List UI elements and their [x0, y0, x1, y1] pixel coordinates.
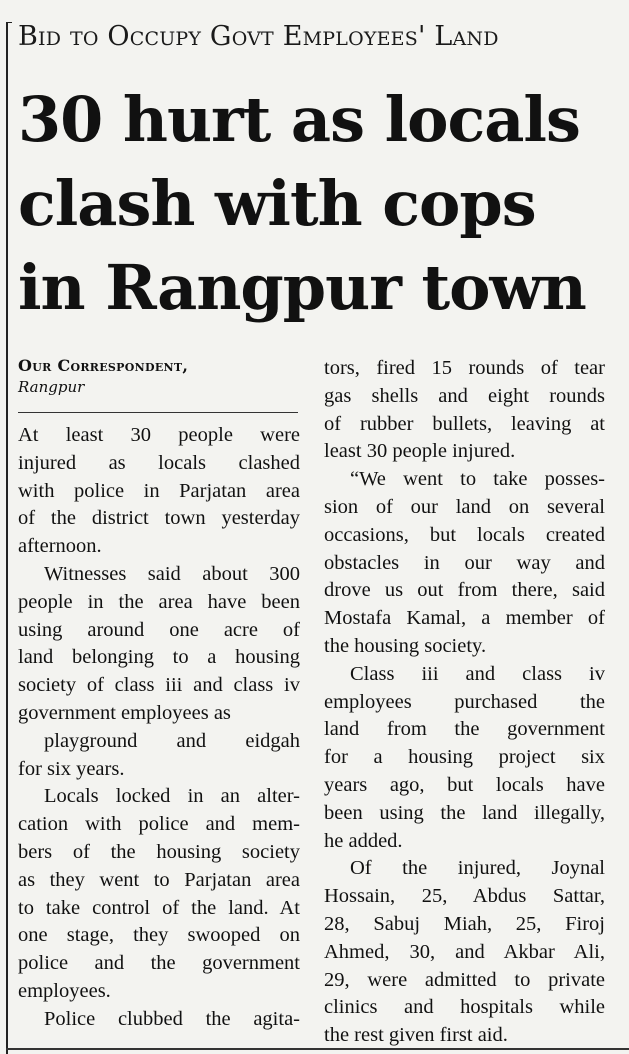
text-line: people in the area have been	[18, 590, 300, 613]
text-line: employees.	[18, 979, 111, 1002]
text-line: as they went to Parjatan area	[18, 868, 300, 891]
text-line: least 30 people injured.	[324, 440, 516, 463]
headline-line: 30 hurt as locals	[18, 83, 580, 156]
text-line: using around one acre of	[18, 618, 300, 641]
left-column	[18, 422, 300, 1034]
text-line: police and the government	[18, 952, 300, 975]
text-line: injured as locals clashed	[18, 451, 300, 474]
text-line: gas shells and eight rounds	[324, 384, 605, 407]
bottom-rule	[6, 1048, 629, 1050]
text-line: Mostafa Kamal, a member of	[324, 607, 605, 630]
left-column-rule	[6, 22, 8, 1054]
text-line: land belonging to a housing	[18, 646, 300, 669]
text-line: the housing society.	[324, 634, 487, 657]
text-line: years ago, but locals have	[324, 773, 605, 796]
text-line: sion of our land on several	[324, 495, 605, 518]
byline-name: Our Correspondent,	[18, 356, 189, 375]
headline-line: in Rangpur town	[18, 251, 586, 324]
text-line: for a housing project six	[324, 746, 605, 769]
headline-line: clash with cops	[18, 167, 536, 240]
byline	[18, 355, 298, 397]
text-line: the rest given first aid.	[324, 1024, 508, 1047]
text-line: cation with police and mem-	[18, 813, 300, 836]
text-line: with police in Parjatan area	[18, 479, 300, 502]
top-corner-rule	[6, 22, 12, 23]
text-line: afternoon.	[18, 535, 102, 558]
text-line: 28, Sabuj Miah, 25, Firoj	[324, 912, 605, 935]
text-line: occasions, but locals created	[324, 523, 605, 546]
headline	[18, 78, 623, 330]
text-line: of the district town yesterday	[18, 507, 300, 530]
text-line: Police clubbed the agita-	[44, 1007, 300, 1030]
text-line: been using the land illegally,	[324, 801, 605, 824]
text-line: Witnesses said about 300	[44, 562, 300, 585]
text-line: drove us out from there, said	[324, 579, 605, 602]
text-line: bers of the housing society	[18, 840, 300, 863]
text-line: government employees as	[18, 701, 231, 724]
text-line: obstacles in our way and	[324, 551, 605, 574]
kicker: Bid to Occupy Govt Employees' Land	[18, 21, 499, 52]
text-line: land from the government	[324, 718, 605, 741]
byline-divider	[18, 412, 298, 413]
right-column	[324, 355, 605, 1050]
text-line: 29, were admitted to private	[324, 968, 605, 991]
text-line: Of the injured, Joynal	[350, 857, 605, 880]
text-line: one stage, they swooped on	[18, 924, 300, 947]
text-line: of rubber bullets, leaving at	[324, 412, 605, 435]
text-line: tors, fired 15 rounds of tear	[324, 357, 605, 379]
text-line: for six years.	[18, 757, 125, 780]
text-line: Locals locked in an alter-	[44, 785, 300, 808]
text-line: Hossain, 25, Abdus Sattar,	[324, 885, 605, 908]
text-line: At least 30 people were	[18, 424, 300, 446]
text-line: to take control of the land. At	[18, 896, 300, 919]
text-line: he added.	[324, 829, 403, 852]
text-line: Class iii and class iv	[350, 662, 605, 685]
text-line: employees purchased the	[324, 690, 605, 713]
text-line: “We went to take posses-	[350, 468, 605, 491]
text-line: Ahmed, 30, and Akbar Ali,	[324, 940, 605, 963]
byline-place: Rangpur	[18, 378, 85, 396]
text-line: society of class iii and class iv	[18, 674, 300, 697]
text-line: clinics and hospitals while	[324, 996, 605, 1019]
text-line: playground and eidgah	[44, 729, 300, 752]
